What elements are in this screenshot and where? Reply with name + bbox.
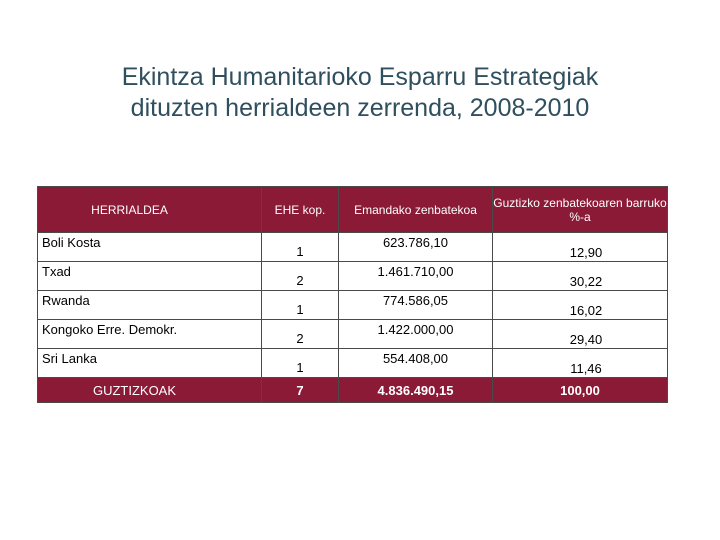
cell-percent: 30,22 bbox=[493, 262, 668, 291]
table-total-row bbox=[38, 378, 668, 403]
table-row bbox=[38, 262, 668, 291]
total-percent: 100,00 bbox=[493, 378, 668, 403]
cell-count: 2 bbox=[262, 262, 339, 291]
cell-country: Boli Kosta bbox=[38, 233, 262, 262]
cell-country: Rwanda bbox=[38, 291, 262, 320]
cell-count: 2 bbox=[262, 320, 339, 349]
header-country: HERRIALDEA bbox=[38, 187, 262, 233]
countries-table bbox=[37, 186, 668, 403]
header-count: EHE kop. bbox=[262, 187, 339, 233]
cell-count: 1 bbox=[262, 349, 339, 378]
title-line-2: dituzten herrialdeen zerrenda, 2008-2010 bbox=[130, 94, 590, 122]
cell-country: Txad bbox=[38, 262, 262, 291]
cell-amount: 1.422.000,00 bbox=[339, 320, 493, 349]
total-amount: 4.836.490,15 bbox=[339, 378, 493, 403]
cell-percent: 16,02 bbox=[493, 291, 668, 320]
title-line-1: Ekintza Humanitarioko Esparru Estrategiak bbox=[121, 63, 599, 91]
cell-percent: 11,46 bbox=[493, 349, 668, 378]
table-row bbox=[38, 233, 668, 262]
table-row bbox=[38, 320, 668, 349]
cell-amount: 623.786,10 bbox=[339, 233, 493, 262]
page-title bbox=[0, 62, 720, 124]
table-row bbox=[38, 349, 668, 378]
cell-amount: 774.586,05 bbox=[339, 291, 493, 320]
cell-country: Kongoko Erre. Demokr. bbox=[38, 320, 262, 349]
cell-amount: 1.461.710,00 bbox=[339, 262, 493, 291]
cell-country: Sri Lanka bbox=[38, 349, 262, 378]
cell-percent: 29,40 bbox=[493, 320, 668, 349]
total-label: GUZTIZKOAK bbox=[38, 378, 262, 403]
cell-amount: 554.408,00 bbox=[339, 349, 493, 378]
header-percent: Guztizko zenbatekoaren barruko %-a bbox=[493, 187, 668, 233]
header-amount: Emandako zenbatekoa bbox=[339, 187, 493, 233]
table-header-row bbox=[38, 187, 668, 233]
table-row bbox=[38, 291, 668, 320]
cell-count: 1 bbox=[262, 291, 339, 320]
total-count: 7 bbox=[262, 378, 339, 403]
cell-count: 1 bbox=[262, 233, 339, 262]
cell-percent: 12,90 bbox=[493, 233, 668, 262]
